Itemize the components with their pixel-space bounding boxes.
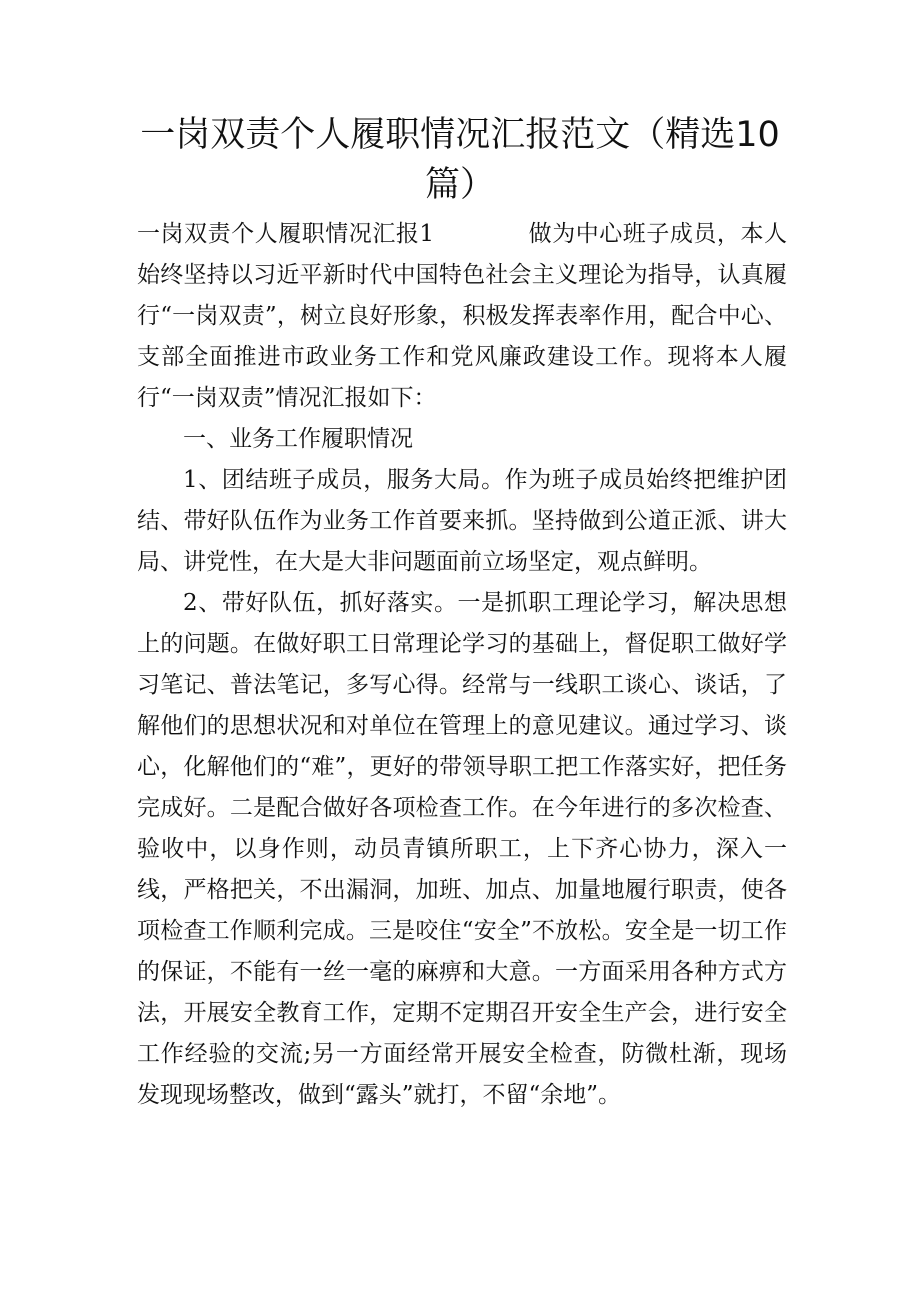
paragraph-team-unity: 1、团结班子成员，服务大局。作为班子成员始终把维护团结、带好队伍作为业务工作首要来抓。坚持做到公道正派、讲大局、讲党性，在大是大非问题面前立场坚定，观点鲜明。 [137, 467, 787, 575]
paragraph-team-leadership: 2、带好队伍，抓好落实。一是抓职工理论学习，解决思想上的问题。在做好职工日常理论学习的基础上，督促职工做好学习笔记、普法笔记，多写心得。经常与一线职工谈心、谈话，了解他们的思想状况和对单位在管理上的意见建议。通过学习、谈心，化解他们的“难”，更好的带领导职工把工作落实好，把任务完成好。二是配合做好各项检查工作。在今年进行的多次检查、验收中，以身作则，动员青镇所职工，上下齐心协力，深入一线，严格把关，不出漏洞，加班、加点、加量地履行职责，使各项检查工作顺利完成。三是咬住“安全”不放松。安全是一切工作的保证，不能有一丝一毫的麻痹和大意。一方面采用各种方式方法，开展安全教育工作，定期不定期召开安全生产会，进行安全工作经验的交流;另一方面经常开展安全检查，防微杜渐，现场发现现场整改，做到“露头”就打，不留“余地”。 [137, 590, 787, 1108]
intro-paragraph: 一岗双责个人履职情况汇报1 做为中心班子成员，本人始终坚持以习近平新时代中国特色社会主义理论为指导，认真履行“一岗双责”，树立良好形象，积极发挥表率作用，配合中心、支部全面推进市政业务工作和党风廉政建设工作。现将本人履行“一岗双责”情况汇报如下： [137, 221, 787, 411]
document-body [137, 214, 787, 1116]
section-heading-business-duties: 一、业务工作履职情况 [183, 426, 413, 452]
document-title: 一岗双责个人履职情况汇报范文（精选10篇） [140, 115, 780, 205]
